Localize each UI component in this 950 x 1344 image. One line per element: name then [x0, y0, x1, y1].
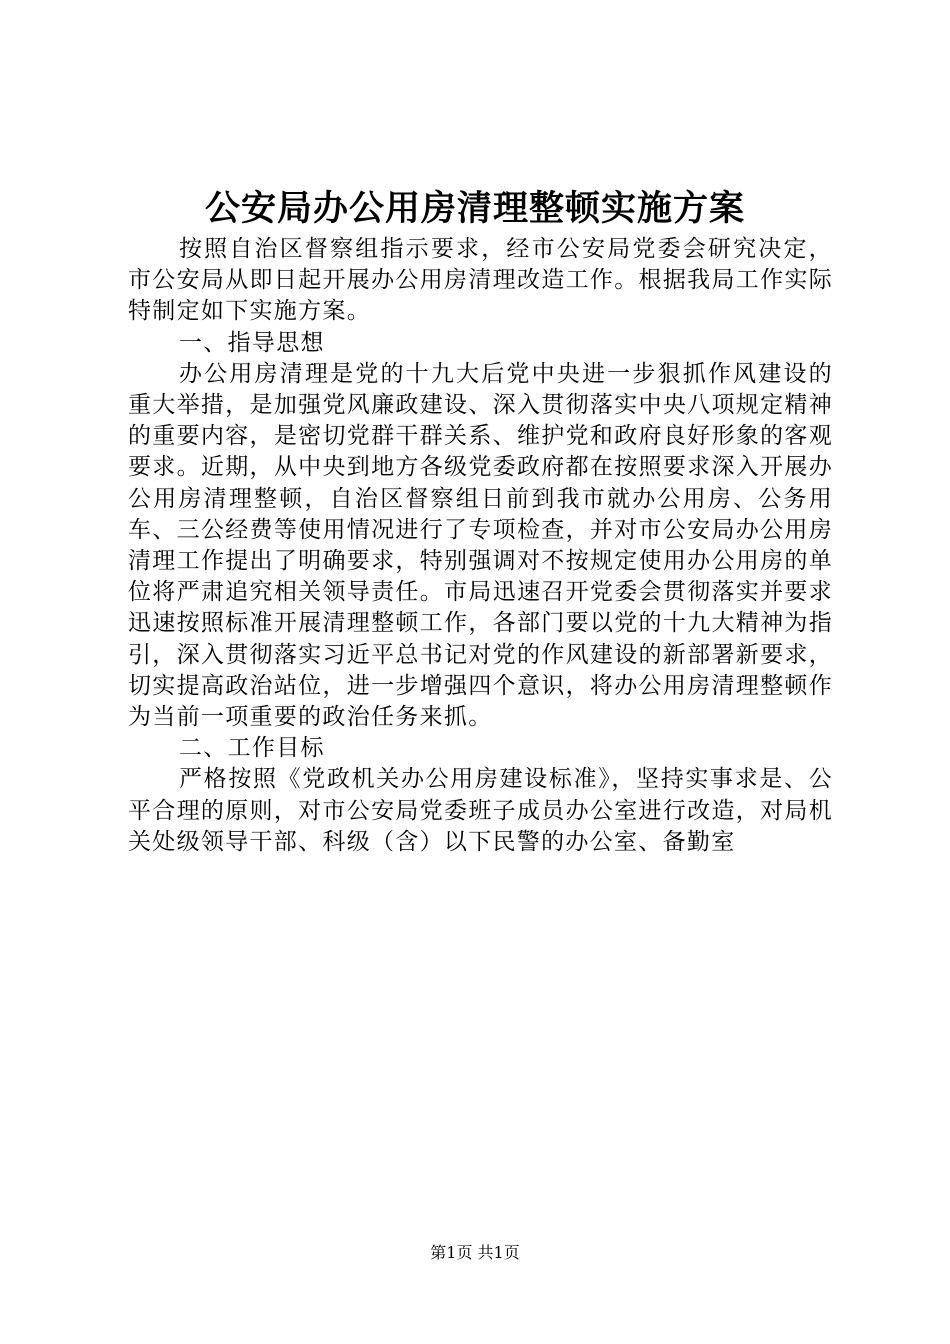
document-title: 公安局办公用房清理整顿实施方案: [204, 188, 745, 229]
paragraph-guiding-thought: 办公用房清理是党的十九大后党中央进一步狠抓作风建设的重大举措，是加强党风廉政建设、深入贯彻落实中央八项规定精神的重要内容，是密切党群干群关系、维护党和政府良好形象的客观要求。近期，从中央到地方各级党委政府都在按照要求深入开展办公用房清理整顿，自治区督察组日前到我市就办公用房、公务用车、三公经费等使用情况进行了专项检查，并对市公安局办公用房清理工作提出了明确要求，特别强调对不按规定使用办公用房的单位将严肃追究相关领导责任。市局迅速召开党委会贯彻落实并要求迅速按照标准开展清理整顿工作，各部门要以党的十九大精神为指引，深入贯彻落实习近平总书记对党的作风建设的新部署新要求，切实提高政治站位，进一步增强四个意识，将办公用房清理整顿作为当前一项重要的政治任务来抓。: [128, 360, 833, 731]
document-body: [128, 234, 833, 858]
paragraph-work-goal: 严格按照《党政机关办公用房建设标准》，坚持实事求是、公平合理的原则，对市公安局党委班子成员办公室进行改造，对局机关处级领导干部、科级（含）以下民警的办公室、备勤室: [128, 766, 833, 855]
heading-work-goal: 二、工作目标: [179, 735, 325, 762]
page-footer: 第1页 共1页: [430, 1243, 520, 1262]
heading-guiding-thought: 一、指导思想: [179, 329, 325, 356]
paragraph-intro: 按照自治区督察组指示要求，经市公安局党委会研究决定，市公安局从即日起开展办公用房清理改造工作。根据我局工作实际特制定如下实施方案。: [128, 236, 833, 325]
